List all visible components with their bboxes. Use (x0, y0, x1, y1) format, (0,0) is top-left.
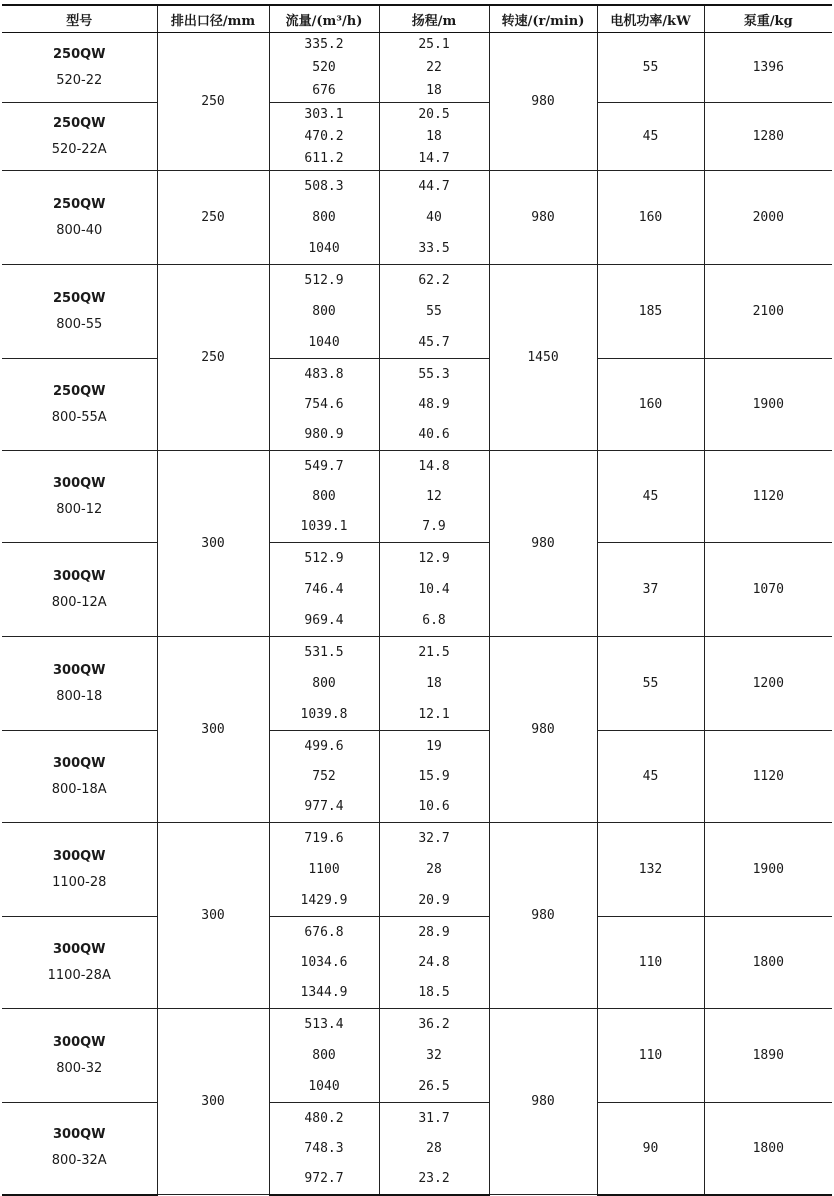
flow-values-cell (269, 451, 379, 543)
flow-values-cell (269, 103, 379, 171)
head-values-cell (379, 823, 489, 917)
flow-value: 531.5 (304, 645, 344, 660)
speed-cell: 980 (489, 171, 597, 265)
flow-values-cell (269, 359, 379, 451)
model-cell (2, 917, 157, 1009)
head-value: 55 (426, 304, 442, 319)
model-cell (2, 637, 157, 731)
power-cell: 90 (597, 1103, 704, 1195)
table-row (2, 171, 832, 265)
model-cell (2, 1103, 157, 1195)
weight-cell: 2000 (704, 171, 832, 265)
flow-value: 719.6 (304, 831, 344, 846)
flow-value: 1429.9 (300, 893, 348, 908)
flow-value: 483.8 (304, 367, 344, 382)
header-model: 型号 (2, 5, 157, 33)
head-value: 28.9 (418, 925, 450, 940)
table-body (2, 33, 832, 1195)
flow-values-cell (269, 171, 379, 265)
model-cell (2, 823, 157, 917)
power-cell: 185 (597, 265, 704, 359)
head-value: 24.8 (418, 955, 450, 970)
flow-value: 800 (312, 489, 336, 504)
flow-value: 972.7 (304, 1170, 344, 1186)
flow-value: 1034.6 (300, 955, 348, 970)
model-series: 250QW (52, 290, 106, 306)
weight-cell: 1900 (704, 359, 832, 451)
power-cell: 160 (597, 359, 704, 451)
speed-cell: 980 (489, 823, 597, 1009)
head-value: 19 (426, 739, 442, 754)
head-value: 48.9 (418, 397, 450, 412)
diameter-cell: 300 (157, 823, 269, 1009)
pump-spec-table (2, 4, 832, 1196)
flow-value: 1344.9 (300, 985, 348, 1000)
model-variant: 520-22 (56, 72, 103, 88)
header-diameter: 排出口径/mm (157, 5, 269, 33)
flow-values-cell (269, 917, 379, 1009)
flow-value: 1039.1 (300, 519, 348, 534)
diameter-cell: 300 (157, 1009, 269, 1195)
flow-value: 800 (312, 210, 336, 225)
head-value: 7.9 (422, 519, 446, 534)
weight-cell: 1120 (704, 451, 832, 543)
model-cell (2, 543, 157, 637)
diameter-cell: 250 (157, 171, 269, 265)
table-row (2, 33, 832, 103)
power-cell: 110 (597, 917, 704, 1009)
speed-cell: 980 (489, 33, 597, 171)
flow-value: 611.2 (304, 151, 344, 166)
head-value: 31.7 (418, 1110, 450, 1126)
head-values-cell (379, 731, 489, 823)
header-row (2, 5, 832, 33)
head-value: 18.5 (418, 985, 450, 1000)
flow-value: 1100 (308, 862, 340, 877)
power-cell: 132 (597, 823, 704, 917)
weight-cell: 1800 (704, 1103, 832, 1195)
flow-value: 752 (312, 769, 336, 784)
weight-cell: 1900 (704, 823, 832, 917)
table-row (2, 637, 832, 731)
model-series: 300QW (52, 941, 106, 957)
speed-cell: 980 (489, 637, 597, 823)
flow-values-cell (269, 543, 379, 637)
table-row (2, 917, 832, 1009)
head-value: 23.2 (418, 1170, 450, 1186)
model-variant: 800-40 (56, 222, 103, 238)
flow-value: 754.6 (304, 397, 344, 412)
power-cell: 45 (597, 103, 704, 171)
model-variant: 1100-28A (47, 967, 111, 983)
header-power: 电机功率/kW (597, 5, 704, 33)
diameter-cell: 300 (157, 637, 269, 823)
table-row (2, 265, 832, 359)
head-value: 18 (426, 83, 442, 98)
flow-value: 1040 (308, 1079, 340, 1094)
model-cell (2, 359, 157, 451)
speed-cell: 980 (489, 451, 597, 637)
head-value: 10.4 (418, 582, 450, 597)
model-cell (2, 103, 157, 171)
model-cell (2, 33, 157, 103)
flow-value: 676.8 (304, 925, 344, 940)
head-value: 40 (426, 210, 442, 225)
model-series: 300QW (52, 568, 106, 584)
flow-values-cell (269, 823, 379, 917)
diameter-cell: 250 (157, 33, 269, 171)
table-row (2, 543, 832, 637)
flow-value: 676 (312, 83, 336, 98)
model-variant: 800-18A (51, 781, 107, 797)
model-cell (2, 265, 157, 359)
head-value: 33.5 (418, 241, 450, 256)
flow-values-cell (269, 637, 379, 731)
head-values-cell (379, 33, 489, 103)
model-variant: 800-12 (56, 501, 103, 517)
table-row (2, 1009, 832, 1103)
head-value: 40.6 (418, 427, 450, 442)
model-series: 300QW (52, 848, 106, 864)
power-cell: 110 (597, 1009, 704, 1103)
head-values-cell (379, 1009, 489, 1103)
weight-cell: 1120 (704, 731, 832, 823)
flow-value: 335.2 (304, 37, 344, 52)
flow-value: 470.2 (304, 129, 344, 144)
flow-value: 746.4 (304, 582, 344, 597)
head-values-cell (379, 171, 489, 265)
head-value: 12.9 (418, 551, 450, 566)
model-series: 250QW (52, 46, 106, 62)
flow-value: 748.3 (304, 1140, 344, 1156)
model-series: 250QW (52, 115, 106, 131)
power-cell: 55 (597, 33, 704, 103)
table-row (2, 451, 832, 543)
flow-value: 513.4 (304, 1017, 344, 1032)
weight-cell: 2100 (704, 265, 832, 359)
weight-cell: 1070 (704, 543, 832, 637)
table-row (2, 1103, 832, 1195)
speed-cell: 980 (489, 1009, 597, 1195)
head-values-cell (379, 265, 489, 359)
flow-values-cell (269, 731, 379, 823)
model-series: 250QW (52, 196, 106, 212)
header-weight: 泵重/kg (704, 5, 832, 33)
weight-cell: 1200 (704, 637, 832, 731)
power-cell: 55 (597, 637, 704, 731)
head-value: 36.2 (418, 1017, 450, 1032)
head-value: 32.7 (418, 831, 450, 846)
model-variant: 800-12A (51, 594, 107, 610)
head-values-cell (379, 359, 489, 451)
power-cell: 45 (597, 731, 704, 823)
head-value: 18 (426, 676, 442, 691)
head-value: 21.5 (418, 645, 450, 660)
flow-value: 977.4 (304, 799, 344, 814)
head-value: 62.2 (418, 273, 450, 288)
head-value: 20.9 (418, 893, 450, 908)
head-values-cell (379, 1103, 489, 1195)
head-value: 20.5 (418, 107, 450, 122)
weight-cell: 1396 (704, 33, 832, 103)
head-value: 12 (426, 489, 442, 504)
power-cell: 37 (597, 543, 704, 637)
table-row (2, 359, 832, 451)
head-value: 26.5 (418, 1079, 450, 1094)
model-series: 250QW (52, 383, 106, 399)
flow-value: 549.7 (304, 459, 344, 474)
head-value: 6.8 (422, 613, 446, 628)
head-value: 28 (426, 862, 442, 877)
head-value: 55.3 (418, 367, 450, 382)
head-values-cell (379, 451, 489, 543)
flow-values-cell (269, 265, 379, 359)
diameter-cell: 300 (157, 451, 269, 637)
weight-cell: 1890 (704, 1009, 832, 1103)
weight-cell: 1800 (704, 917, 832, 1009)
flow-value: 520 (312, 60, 336, 75)
power-cell: 45 (597, 451, 704, 543)
head-value: 25.1 (418, 37, 450, 52)
flow-value: 508.3 (304, 179, 344, 194)
model-cell (2, 1009, 157, 1103)
model-cell (2, 171, 157, 265)
model-variant: 800-18 (56, 688, 103, 704)
head-value: 18 (426, 129, 442, 144)
flow-values-cell (269, 1009, 379, 1103)
header-flow: 流量/(m³/h) (269, 5, 379, 33)
head-values-cell (379, 917, 489, 1009)
flow-value: 499.6 (304, 739, 344, 754)
head-value: 15.9 (418, 769, 450, 784)
model-cell (2, 451, 157, 543)
flow-value: 800 (312, 676, 336, 691)
flow-values-cell (269, 1103, 379, 1195)
model-variant: 800-32 (56, 1060, 103, 1076)
head-value: 14.7 (418, 151, 450, 166)
head-values-cell (379, 103, 489, 171)
flow-value: 303.1 (304, 107, 344, 122)
head-value: 44.7 (418, 179, 450, 194)
model-variant: 800-32A (51, 1153, 107, 1169)
model-series: 300QW (52, 755, 106, 771)
model-variant: 520-22A (51, 141, 107, 157)
header-speed: 转速/(r/min) (489, 5, 597, 33)
flow-value: 1040 (308, 335, 340, 350)
head-value: 32 (426, 1048, 442, 1063)
flow-value: 969.4 (304, 613, 344, 628)
flow-value: 512.9 (304, 273, 344, 288)
head-value: 14.8 (418, 459, 450, 474)
flow-value: 1040 (308, 241, 340, 256)
model-variant: 800-55A (51, 409, 107, 425)
model-variant: 800-55 (56, 316, 103, 332)
speed-cell: 1450 (489, 265, 597, 451)
model-variant: 1100-28 (52, 874, 107, 890)
model-series: 300QW (52, 475, 106, 491)
head-value: 22 (426, 60, 442, 75)
flow-value: 980.9 (304, 427, 344, 442)
table-row (2, 823, 832, 917)
flow-value: 512.9 (304, 551, 344, 566)
diameter-cell: 250 (157, 265, 269, 451)
head-values-cell (379, 637, 489, 731)
pump-spec-table-container (2, 4, 832, 1196)
head-value: 45.7 (418, 335, 450, 350)
header-head: 扬程/m (379, 5, 489, 33)
model-series: 300QW (52, 1127, 106, 1143)
head-value: 10.6 (418, 799, 450, 814)
flow-values-cell (269, 33, 379, 103)
model-cell (2, 731, 157, 823)
power-cell: 160 (597, 171, 704, 265)
head-value: 28 (426, 1140, 442, 1156)
weight-cell: 1280 (704, 103, 832, 171)
flow-value: 1039.8 (300, 707, 348, 722)
flow-value: 800 (312, 304, 336, 319)
flow-value: 800 (312, 1048, 336, 1063)
model-series: 300QW (52, 1034, 106, 1050)
table-row (2, 731, 832, 823)
table-row (2, 103, 832, 171)
head-value: 12.1 (418, 707, 450, 722)
head-values-cell (379, 543, 489, 637)
flow-value: 480.2 (304, 1110, 344, 1126)
model-series: 300QW (52, 662, 106, 678)
